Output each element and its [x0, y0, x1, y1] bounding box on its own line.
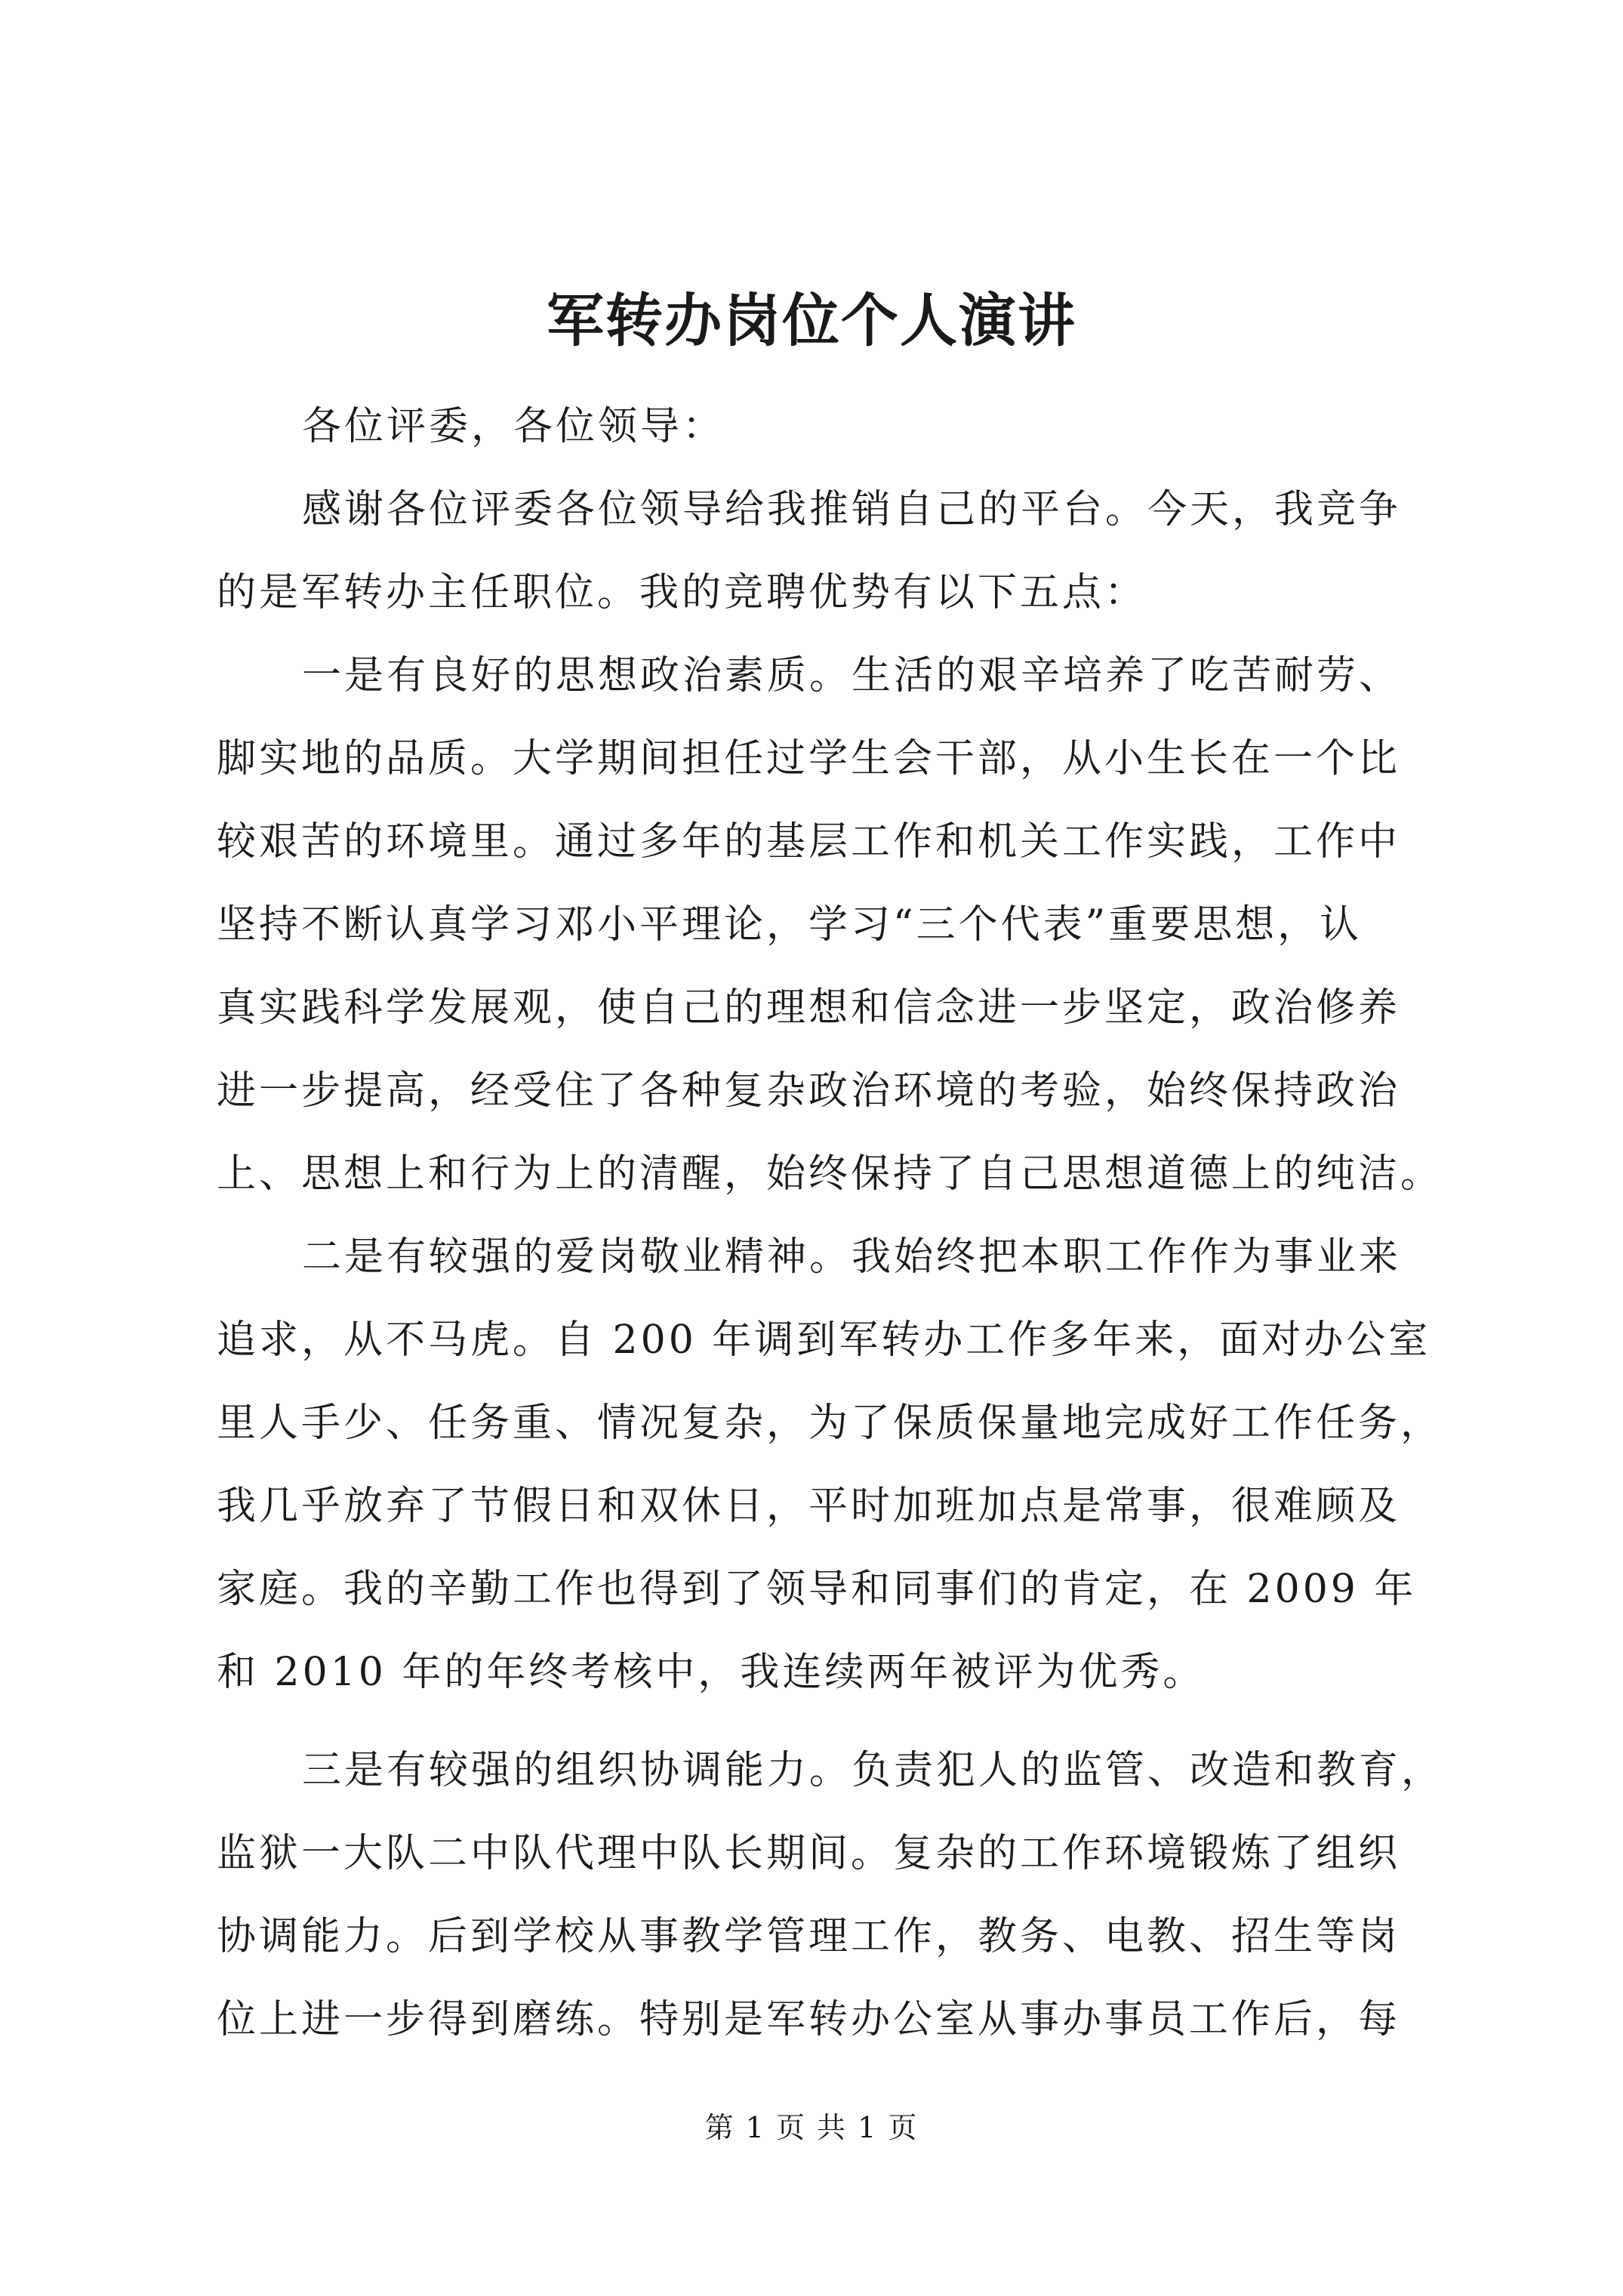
paragraph-line: 监狱一大队二中队代理中队长期间。复杂的工作环境锻炼了组织	[217, 1831, 1401, 1876]
paragraph-line: 的是军转办主任职位。我的竞聘优势有以下五点：	[217, 570, 1147, 615]
paragraph-line: 脚实地的品质。大学期间担任过学生会干部，从小生长在一个比	[217, 736, 1401, 781]
paragraph-line: 追求，从不马虎。自 200 年调到军转办工作多年来，面对办公室	[217, 1318, 1431, 1363]
paragraph-line: 位上进一步得到磨练。特别是军转办公室从事办事员工作后，每	[217, 1997, 1401, 2042]
document-title: 军转办岗位个人演讲	[547, 287, 1076, 354]
paragraph-line: 家庭。我的辛勤工作也得到了领导和同事们的肯定，在 2009 年	[217, 1567, 1417, 1612]
paragraph-line: 进一步提高，经受住了各种复杂政治环境的考验，始终保持政治	[217, 1068, 1401, 1114]
paragraph-line: 我几乎放弃了节假日和双休日，平时加班加点是常事，很难顾及	[217, 1484, 1401, 1529]
paragraph-line: 各位评委，各位领导：	[302, 404, 725, 449]
paragraph-line: 里人手少、任务重、情况复杂，为了保质保量地完成好工作任务，	[217, 1401, 1443, 1446]
paragraph-line: 二是有较强的爱岗敬业精神。我始终把本职工作作为事业来	[302, 1234, 1402, 1280]
paragraph-line: 感谢各位评委各位领导给我推销自己的平台。今天，我竞争	[302, 487, 1402, 532]
paragraph-line: 和 2010 年的年终考核中，我连续两年被评为优秀。	[217, 1650, 1206, 1695]
paragraph-line: 真实践科学发展观，使自己的理想和信念进一步坚定，政治修养	[217, 985, 1401, 1031]
paragraph-line: 坚持不断认真学习邓小平理论，学习“三个代表”重要思想，认	[217, 902, 1363, 948]
page-number-footer: 第 1 页 共 1 页	[704, 2111, 919, 2144]
paragraph-line: 协调能力。后到学校从事教学管理工作，教务、电教、招生等岗	[217, 1914, 1401, 1959]
paragraph-line: 一是有良好的思想政治素质。生活的艰辛培养了吃苦耐劳、	[302, 653, 1402, 698]
paragraph-line: 上、思想上和行为上的清醒，始终保持了自己思想道德上的纯洁。	[217, 1151, 1443, 1197]
paragraph-line: 较艰苦的环境里。通过多年的基层工作和机关工作实践，工作中	[217, 819, 1401, 864]
paragraph-line: 三是有较强的组织协调能力。负责犯人的监管、改造和教育，	[302, 1748, 1444, 1793]
